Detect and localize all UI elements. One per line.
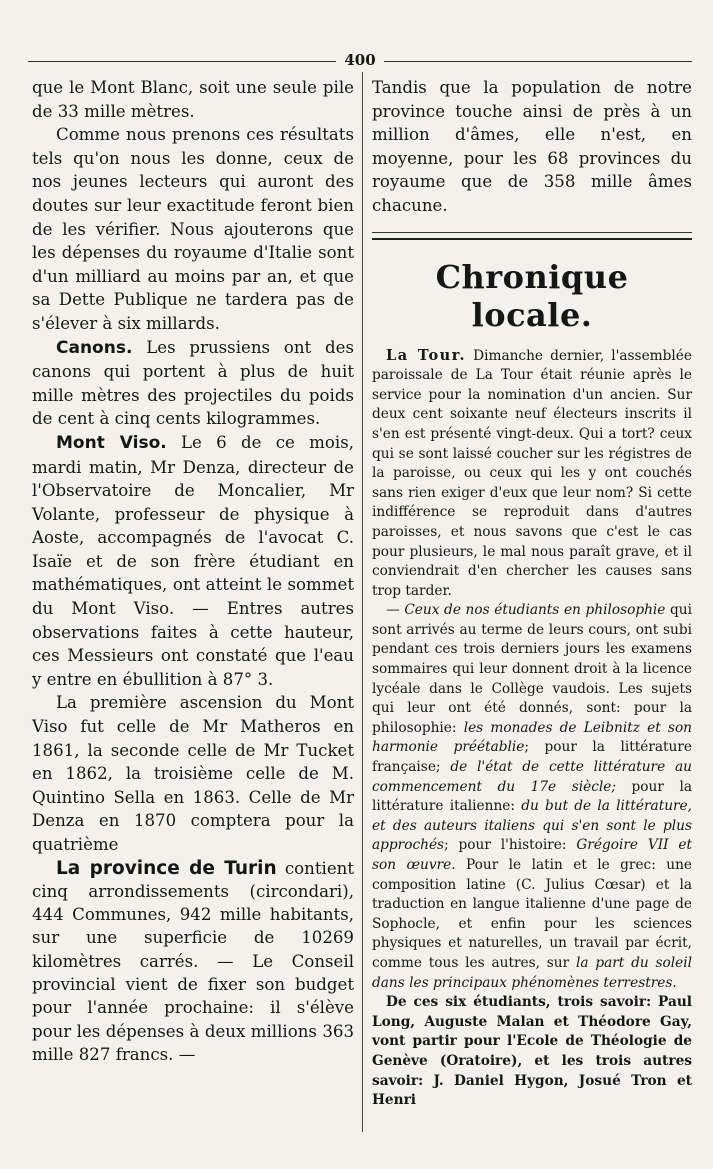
paragraph-mont-viso <box>32 431 354 692</box>
right-column <box>372 76 692 1111</box>
left-column <box>32 76 354 1066</box>
section-title: Chronique locale. <box>435 257 629 334</box>
text-etudiants-3: pour la littérature italienne: <box>372 778 692 815</box>
paragraph-la-tour <box>372 346 692 602</box>
paragraph-population: Tandis que la population de notre province touche ainsi de près à un million d'âmes, elle n'est, en moyenne, pour les 68 provinces du royaume que de 358 mille âmes chacune. <box>372 78 692 215</box>
subject-litterature-francaise: de l'état de cette littérature au commencement du 17e siècle; <box>372 759 692 795</box>
subject-sciences: la part du soleil dans les principaux phénomènes terrestres. <box>372 954 692 991</box>
text-etudiants-4: ; pour l'histoire: <box>444 837 577 854</box>
paragraph-ascension: La première ascension du Mont Viso fut celle de Mr Matheros en 1861, la seconde celle de Mr Tucket en 1862, la troisième celle de M. Quintino Sella en 1863. Celle de Mr Denza en 1870 comptera pour la quatrième <box>32 693 354 854</box>
heading-canons: Canons. <box>56 337 133 358</box>
text-canons: Les prussiens ont des canons qui portent à plus de huit mille mètres des projectiles du poids de cent à cinq cents kilogrammes. <box>32 337 354 429</box>
heading-province-turin: La province de Turin <box>56 857 277 879</box>
text-mont-viso: Le 6 de ce mois, mardi matin, Mr Denza, directeur de l'Observatoire de Moncalier, Mr Volante, professeur de physique à Aoste, accompagnés de l'avocat C. Isaïe et de son frère étudiant en mathématiques, ont atteint le sommet du Mont Viso. — Entres autres observations faites à cette hauteur, ces Messieurs ont constaté que l'eau y entre en ébullition à 87° 3. <box>32 432 354 689</box>
paragraph-six-etudiants: De ces six étudiants, trois savoir: Paul Long, Auguste Malan et Théodore Gay, vont partir pour l'Ecole de Théologie de Genève (Oratoire), et les trois autres savoir: J. Daniel Hygon, Josué Tron et Henri <box>372 994 692 1109</box>
paragraph-etudiants <box>372 601 692 993</box>
paragraph-canons <box>32 336 354 431</box>
text-etudiants-2: ; pour la littérature française; <box>372 739 692 776</box>
subject-histoire: Grégoire VII et son œuvre. <box>372 837 692 873</box>
subject-litterature-italienne: du but de la littérature, et des auteurs italiens qui s'en sont le plus approchés <box>372 798 692 854</box>
page-header <box>28 50 692 70</box>
page-number: 400 <box>344 51 376 69</box>
paragraph-resultats: Comme nous prenons ces résultats tels qu'on nous les donne, ceux de nos jeunes lecteurs qui auront des doutes sur leur exactitude feront bien de les vérifier. Nous ajouterons que les dépenses du royaume d'Italie sont d'un milliard au moins par an, et que sa Dette Publique ne tardera pas de s'élever à six millards. <box>32 125 354 333</box>
text-province-turin: contient cinq arrondissements (circondari), 444 Communes, 942 mille habitants, sur une superficie de 10269 kilomètres carrés. — Le Conseil provincial vient de fixer son budget pour l'année prochaine: il s'élève pour les dépenses à deux millions 363 mille 827 francs. — <box>32 858 354 1064</box>
column-divider <box>362 72 363 1132</box>
heading-la-tour: La Tour. <box>386 346 467 364</box>
heading-mont-viso: Mont Viso. <box>56 432 167 453</box>
text-la-tour: Dimanche dernier, l'assemblée paroissale de La Tour était réunie après le service pour la nomination d'un ancien. Sur deux cent soixante neuf électeurs inscrits il s'en est présenté vingt-deux. Qui a tort? ceux qui se sont laissé coucher sur les régistres de la paroisse, ou ceux qui les y ont couchés sans rien exiger d'eux que leur nom? Si cette indifférence se reproduit dans d'autres paroisses, et nous savons que c'est le cas pour plusieurs, le mal nous paraît grave, et il conviendrait d'en chercher les causes sans trop tarder. <box>372 347 693 599</box>
section-divider <box>372 232 692 240</box>
paragraph-turin <box>32 857 354 1067</box>
text-etudiants-5: Pour le latin et le grec: une composition latine (C. Julius Cœsar) et la traduction en langue italienne d'une page de Sophocle, et enfin pour les sciences physiques et naturelles, un travail par écrit, comme tous les autres, sur <box>372 857 692 971</box>
subject-philosophie: les monades de Leibnitz et son harmonie préétablie <box>372 719 692 756</box>
header-rule-right <box>384 61 692 62</box>
paragraph-mont-blanc: que le Mont Blanc, soit une seule pile de 33 mille mètres. <box>32 78 354 121</box>
text-etudiants-1: qui sont arrivés au terme de leurs cours, ont subi pendant ces trois derniers jours les examens sommaires qui leur donnent droit à la licence lycéale dans le Collège vaudois. Les sujets qui leur ont été donnés, sont: pour la philosophie: <box>372 602 692 736</box>
text-etudiants-intro: — Ceux de nos étudiants en philosophie <box>386 602 666 619</box>
